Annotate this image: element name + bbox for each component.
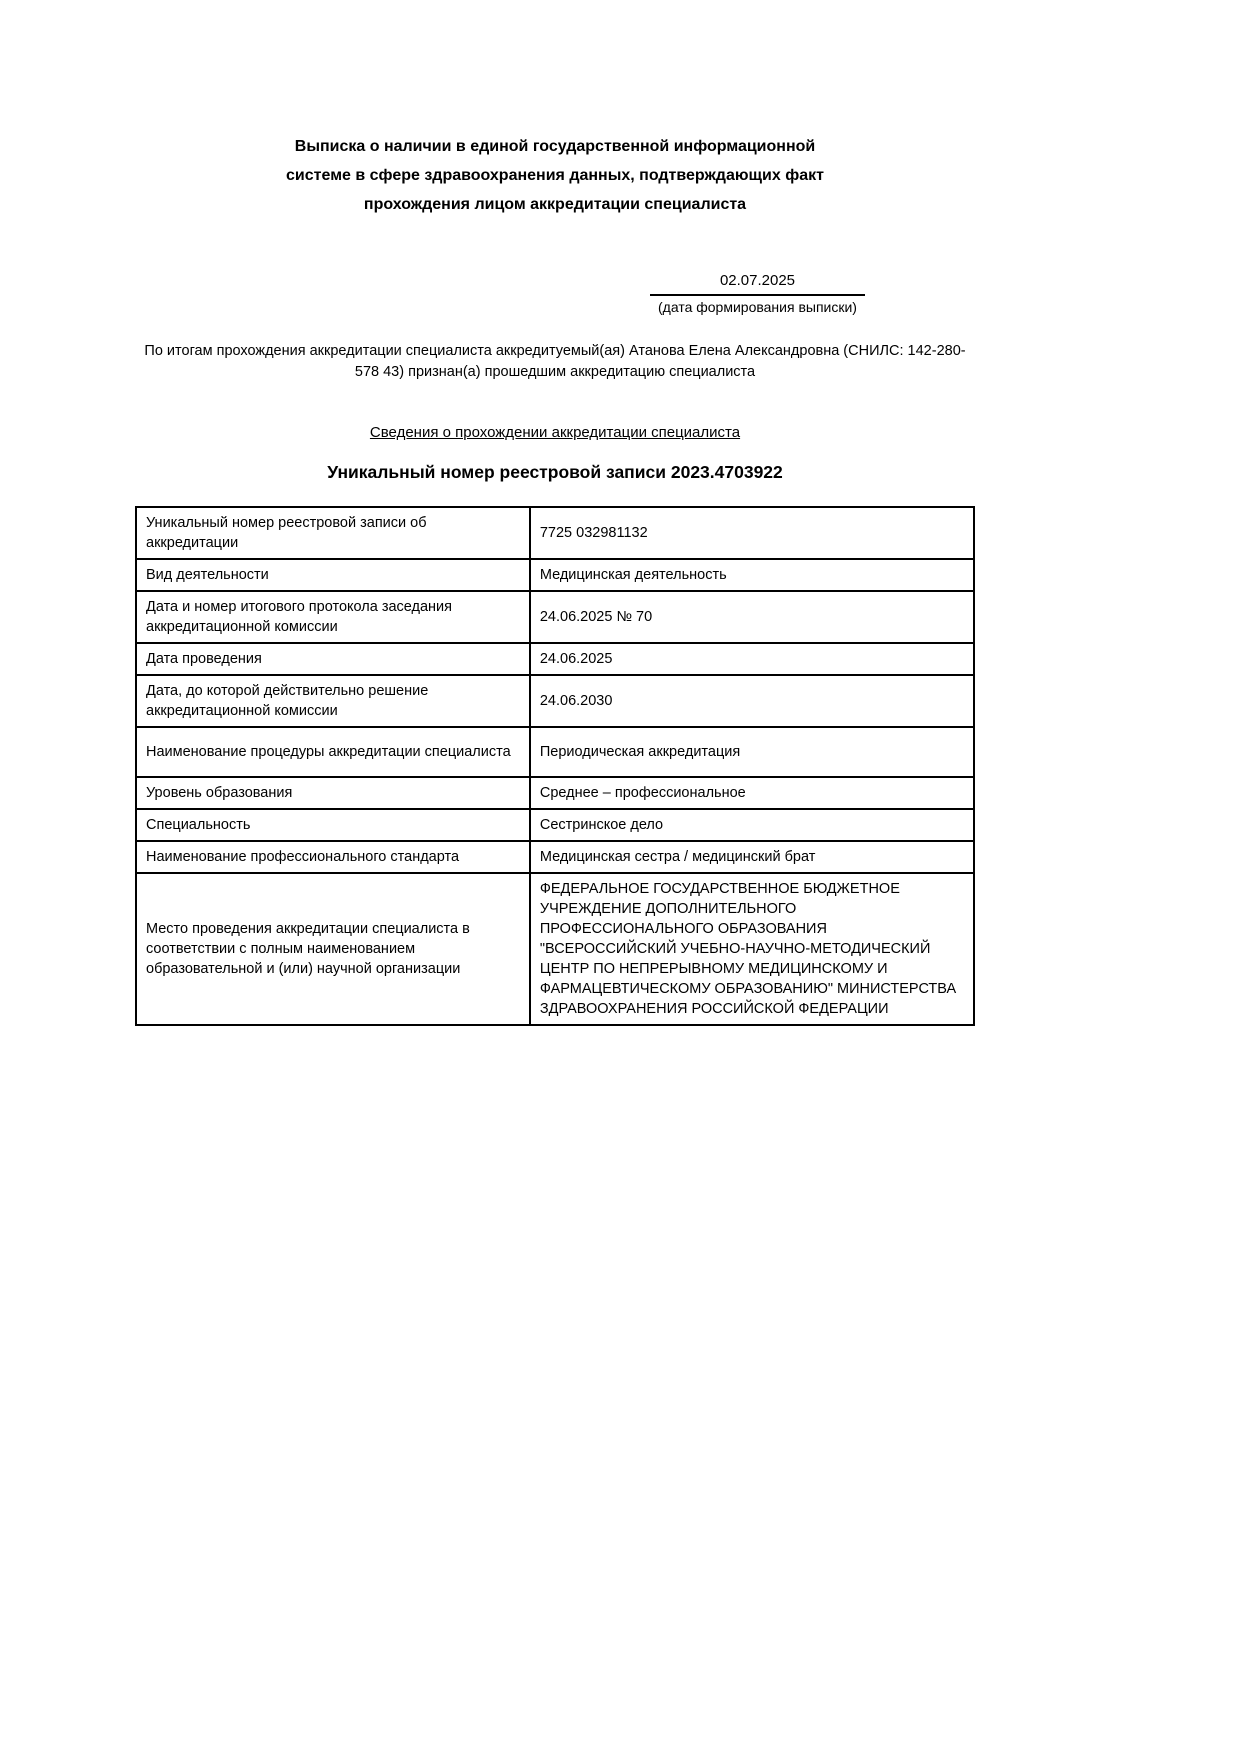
accreditation-table-body: [136, 507, 974, 1025]
row-label: Уникальный номер реестровой записи об аккредитации: [136, 507, 530, 559]
row-value: 7725 032981132: [530, 507, 974, 559]
row-value: ФЕДЕРАЛЬНОЕ ГОСУДАРСТВЕННОЕ БЮДЖЕТНОЕ УЧРЕЖДЕНИЕ ДОПОЛНИТЕЛЬНОГО ПРОФЕССИОНАЛЬНОГО ОБРАЗОВАНИЯ "ВСЕРОССИЙСКИЙ УЧЕБНО-НАУЧНО-МЕТОДИЧЕСКИЙ ЦЕНТР ПО НЕПРЕРЫВНОМУ МЕДИЦИНСКОМУ И ФАРМАЦЕВТИЧЕСКОМУ ОБРАЗОВАНИЮ" МИНИСТЕРСТВА ЗДРАВООХРАНЕНИЯ РОССИЙСКОЙ ФЕДЕРАЦИИ: [530, 873, 974, 1025]
row-label: Дата проведения: [136, 643, 530, 675]
section-heading-text: Сведения о прохождении аккредитации специалиста: [369, 424, 741, 441]
document-content: [135, 0, 975, 1755]
extract-date: 02.07.2025: [650, 271, 865, 296]
row-value: Периодическая аккредитация: [530, 727, 974, 777]
intro-paragraph: По итогам прохождения аккредитации специалиста аккредитуемый(ая) Атанова Елена Александровна (СНИЛС: 142-280-578 43) признан(а) прошедшим аккредитацию специалиста: [144, 343, 966, 380]
row-value: 24.06.2030: [530, 675, 974, 727]
registry-number-heading: Уникальный номер реестровой записи 2023.4703922: [327, 462, 783, 482]
table-row: [136, 727, 974, 777]
row-label: Вид деятельности: [136, 559, 530, 591]
section-heading: [135, 424, 975, 441]
row-value: 24.06.2025 № 70: [530, 591, 974, 643]
document-title-text: Выписка о наличии в единой государственной информационной системе в сфере здравоохранения данных, подтверждающих факт прохождения лицом аккредитации специалиста: [286, 138, 824, 213]
row-value: Медицинская деятельность: [530, 559, 974, 591]
row-label: Наименование процедуры аккредитации специалиста: [136, 727, 530, 777]
row-value: Сестринское дело: [530, 809, 974, 841]
table-row: [136, 507, 974, 559]
accreditation-table: [135, 506, 975, 1026]
document-title: [135, 132, 975, 219]
table-row: [136, 841, 974, 873]
table-row: [136, 777, 974, 809]
table-row: [136, 675, 974, 727]
row-label: Наименование профессионального стандарта: [136, 841, 530, 873]
row-label: Дата и номер итогового протокола заседания аккредитационной комиссии: [136, 591, 530, 643]
table-row: [136, 873, 974, 1025]
table-row: [136, 559, 974, 591]
row-value: 24.06.2025: [530, 643, 974, 675]
row-label: Специальность: [136, 809, 530, 841]
table-row: [136, 643, 974, 675]
row-value: Среднее – профессиональное: [530, 777, 974, 809]
table-row: [136, 809, 974, 841]
row-label: Место проведения аккредитации специалиста в соответствии с полным наименованием образовательной и (или) научной организации: [136, 873, 530, 1025]
row-label: Дата, до которой действительно решение аккредитационной комиссии: [136, 675, 530, 727]
table-row: [136, 591, 974, 643]
row-label: Уровень образования: [136, 777, 530, 809]
date-caption: (дата формирования выписки): [658, 299, 857, 315]
date-block: [650, 271, 865, 316]
row-value: Медицинская сестра / медицинский брат: [530, 841, 974, 873]
